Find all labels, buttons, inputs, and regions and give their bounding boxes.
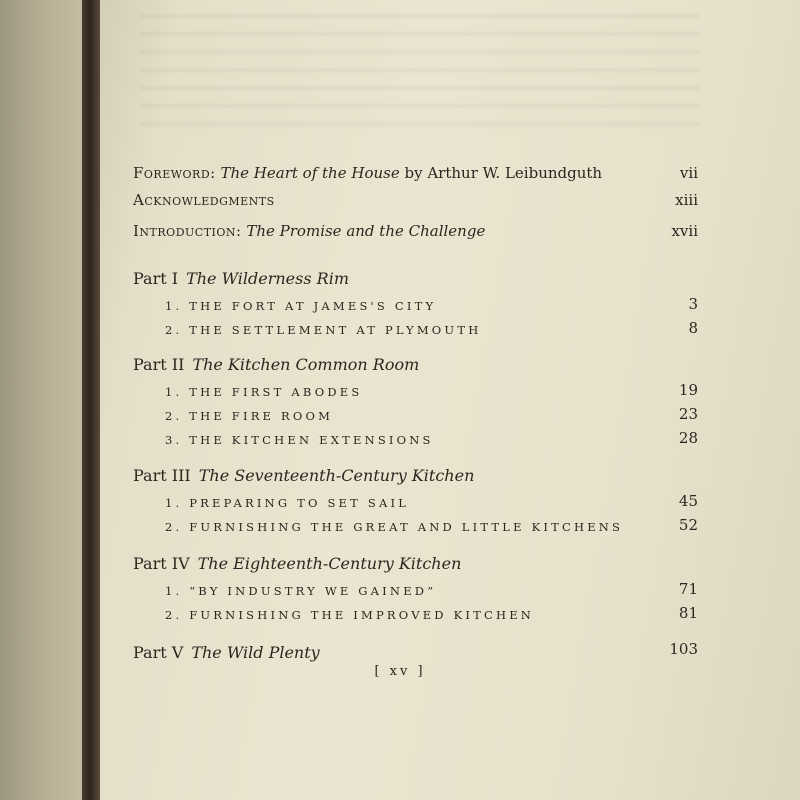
- chapter-entry: [165, 576, 698, 602]
- chapter-title: 1. PREPARING TO SET SAIL: [165, 496, 410, 510]
- part-number: Part I: [133, 269, 179, 288]
- part-heading: [133, 352, 698, 378]
- foreword-title: The Heart of the House: [220, 164, 400, 182]
- chapter-entry: [165, 377, 698, 403]
- chapter-entry: [165, 600, 698, 626]
- chapter-entry: [165, 291, 698, 317]
- part-number: Part IV: [133, 554, 190, 573]
- part-heading: [133, 266, 698, 292]
- facing-page-edge: [0, 0, 82, 800]
- acknowledgments-label: Acknowledgments: [133, 191, 275, 209]
- chapter-entry: [165, 401, 698, 427]
- chapter-entry: [165, 315, 698, 341]
- part-number: Part V: [133, 643, 184, 662]
- part-number: Part II: [133, 355, 185, 374]
- front-matter-introduction: [133, 218, 698, 244]
- introduction-page: xvii: [671, 222, 698, 240]
- front-matter-foreword: [133, 160, 698, 186]
- part-heading: [133, 463, 698, 489]
- chapter-page: 28: [678, 429, 698, 447]
- foreword-byline: by Arthur W. Leibundguth: [404, 164, 603, 182]
- chapter-page: 8: [688, 319, 698, 337]
- chapter-page: 81: [678, 604, 698, 622]
- acknowledgments-page: xiii: [675, 191, 698, 209]
- part-title: The Kitchen Common Room: [192, 355, 420, 374]
- chapter-page: 52: [678, 516, 698, 534]
- bleed-through-text: [140, 0, 700, 140]
- book-gutter: [82, 0, 100, 800]
- front-matter-acknowledgments: [133, 187, 698, 213]
- part-heading: [133, 551, 698, 577]
- page-folio: [ xv ]: [374, 664, 426, 679]
- chapter-page: 71: [678, 580, 698, 598]
- chapter-page: 3: [688, 295, 698, 313]
- part-title: The Seventeenth-Century Kitchen: [198, 466, 475, 485]
- part-title: The Wilderness Rim: [186, 269, 349, 288]
- part-number: Part III: [133, 466, 191, 485]
- chapter-title: 1. THE FIRST ABODES: [165, 385, 363, 399]
- part-page: 103: [669, 640, 698, 658]
- chapter-page: 23: [678, 405, 698, 423]
- part-title: The Wild Plenty: [191, 643, 320, 662]
- chapter-title: 1. THE FORT AT JAMES'S CITY: [165, 299, 437, 313]
- chapter-title: 1. “BY INDUSTRY WE GAINED”: [165, 584, 437, 598]
- chapter-page: 19: [678, 381, 698, 399]
- chapter-title: 2. FURNISHING THE IMPROVED KITCHEN: [165, 608, 535, 622]
- foreword-label: Foreword:: [133, 164, 216, 182]
- chapter-title: 2. FURNISHING THE GREAT AND LITTLE KITCHENS: [165, 520, 624, 534]
- part-heading: [133, 640, 698, 666]
- foreword-page: vii: [679, 164, 698, 182]
- introduction-title: The Promise and the Challenge: [246, 222, 486, 240]
- chapter-entry: [165, 512, 698, 538]
- chapter-entry: [165, 488, 698, 514]
- chapter-title: 2. THE SETTLEMENT AT PLYMOUTH: [165, 323, 482, 337]
- chapter-title: 3. THE KITCHEN EXTENSIONS: [165, 433, 434, 447]
- part-title: The Eighteenth-Century Kitchen: [197, 554, 462, 573]
- chapter-page: 45: [678, 492, 698, 510]
- chapter-title: 2. THE FIRE ROOM: [165, 409, 334, 423]
- chapter-entry: [165, 425, 698, 451]
- introduction-label: Introduction:: [133, 222, 242, 240]
